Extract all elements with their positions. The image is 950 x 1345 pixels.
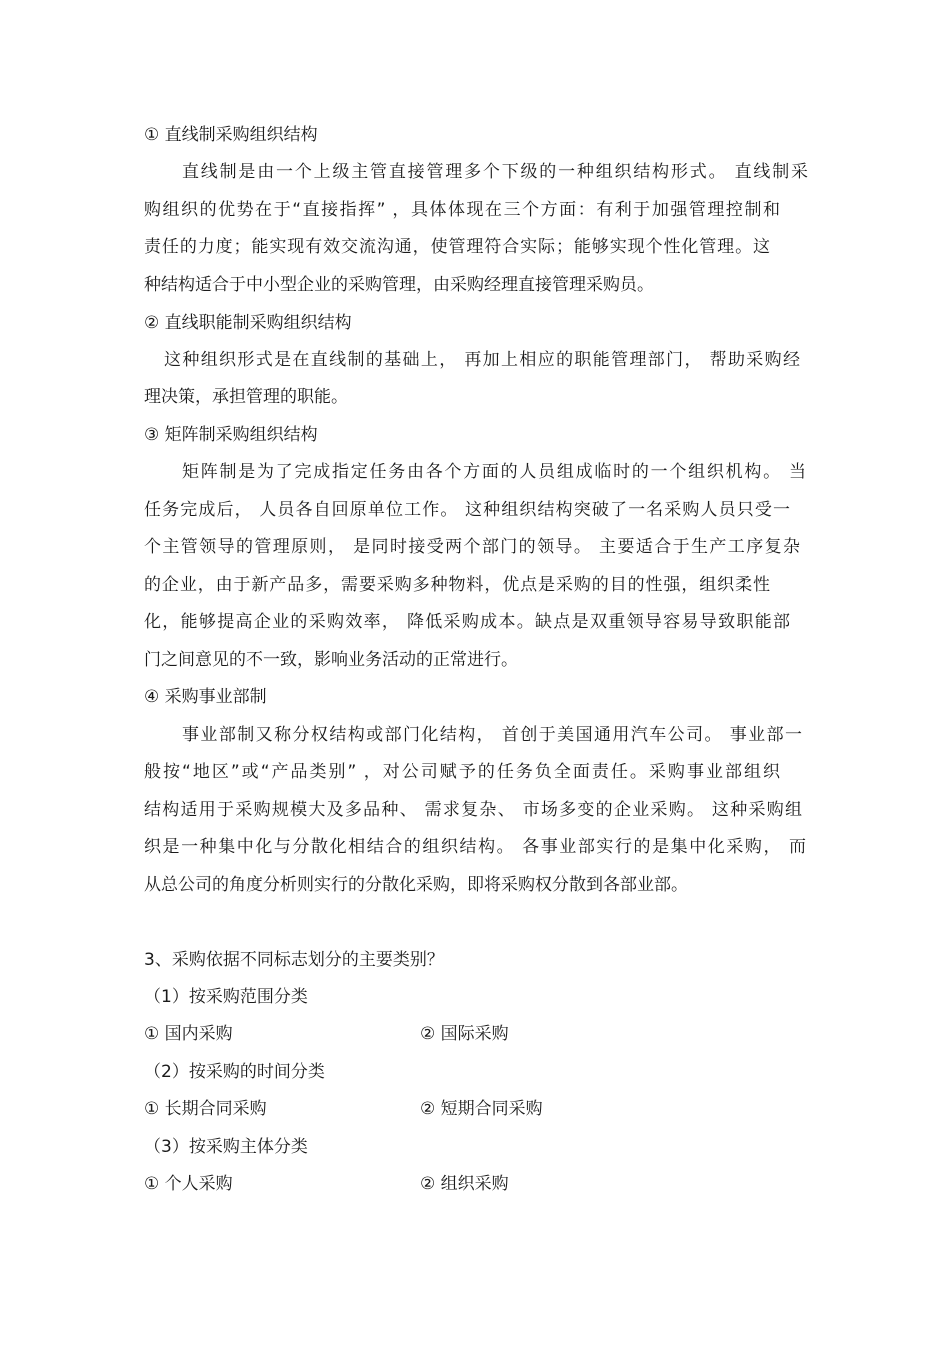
paragraph-line: 个主管领导的管理原则， 是同时接受两个部门的领导。 主要适合于生产工序复杂 xyxy=(144,537,800,557)
paragraph-line: 织是一种集中化与分散化相结合的组织结构。 各事业部实行的是集中化采购， 而 xyxy=(144,837,806,857)
paragraph-line: 化，能够提高企业的采购效率， 降低采购成本。缺点是双重领导容易导致职能部 xyxy=(144,612,790,632)
category-title-time: （2）按采购的时间分类 xyxy=(144,1062,325,1082)
category-title-scope: （1）按采购范围分类 xyxy=(144,987,308,1007)
category-item: ② 国际采购 xyxy=(420,1024,509,1044)
paragraph-line: 任务完成后， 人员各自回原单位工作。 这种组织结构突破了一名采购人员只受一 xyxy=(144,500,790,520)
paragraph-line: 事业部制又称分权结构或部门化结构， 首创于美国通用汽车公司。 事业部一 xyxy=(182,725,802,745)
paragraph-line: 这种组织形式是在直线制的基础上， 再加上相应的职能管理部门， 帮助采购经 xyxy=(164,350,800,370)
paragraph-line: 责任的力度；能实现有效交流沟通，使管理符合实际；能够实现个性化管理。这 xyxy=(144,237,770,257)
paragraph-line: 购组织的优势在于“直接指挥” ，具体体现在三个方面：有利于加强管理控制和 xyxy=(144,200,780,220)
paragraph-line: 直线制是由一个上级主管直接管理多个下级的一种组织结构形式。 直线制采 xyxy=(182,162,808,182)
heading-matrix-structure: ③ 矩阵制采购组织结构 xyxy=(144,425,318,445)
category-title-subject: （3）按采购主体分类 xyxy=(144,1137,308,1157)
category-item: ① 长期合同采购 xyxy=(144,1099,267,1119)
category-item: ① 个人采购 xyxy=(144,1174,233,1194)
paragraph-line: 从总公司的角度分析则实行的分散化采购，即将采购权分散到各部业部。 xyxy=(144,875,688,895)
paragraph-line: 门之间意见的不一致，影响业务活动的正常进行。 xyxy=(144,650,518,670)
question-heading: 3、采购依据不同标志划分的主要类别？ xyxy=(144,950,444,970)
category-item: ② 短期合同采购 xyxy=(420,1099,543,1119)
paragraph-line: 矩阵制是为了完成指定任务由各个方面的人员组成临时的一个组织机构。 当 xyxy=(182,462,806,482)
heading-division-structure: ④ 采购事业部制 xyxy=(144,687,267,707)
paragraph-line: 般按“地区”或“产品类别” ，对公司赋予的任务负全面责任。采购事业部组织 xyxy=(144,762,780,782)
category-item: ② 组织采购 xyxy=(420,1174,509,1194)
heading-line-function-structure: ② 直线职能制采购组织结构 xyxy=(144,313,352,333)
heading-linear-structure: ① 直线制采购组织结构 xyxy=(144,125,318,145)
paragraph-line: 结构适用于采购规模大及多品种、 需求复杂、 市场多变的企业采购。 这种采购组 xyxy=(144,800,802,820)
paragraph-line: 的企业，由于新产品多，需要采购多种物料，优点是采购的目的性强，组织柔性 xyxy=(144,575,770,595)
paragraph-line: 种结构适合于中小型企业的采购管理，由采购经理直接管理采购员。 xyxy=(144,275,654,295)
paragraph-line: 理决策，承担管理的职能。 xyxy=(144,387,348,407)
category-item: ① 国内采购 xyxy=(144,1024,233,1044)
